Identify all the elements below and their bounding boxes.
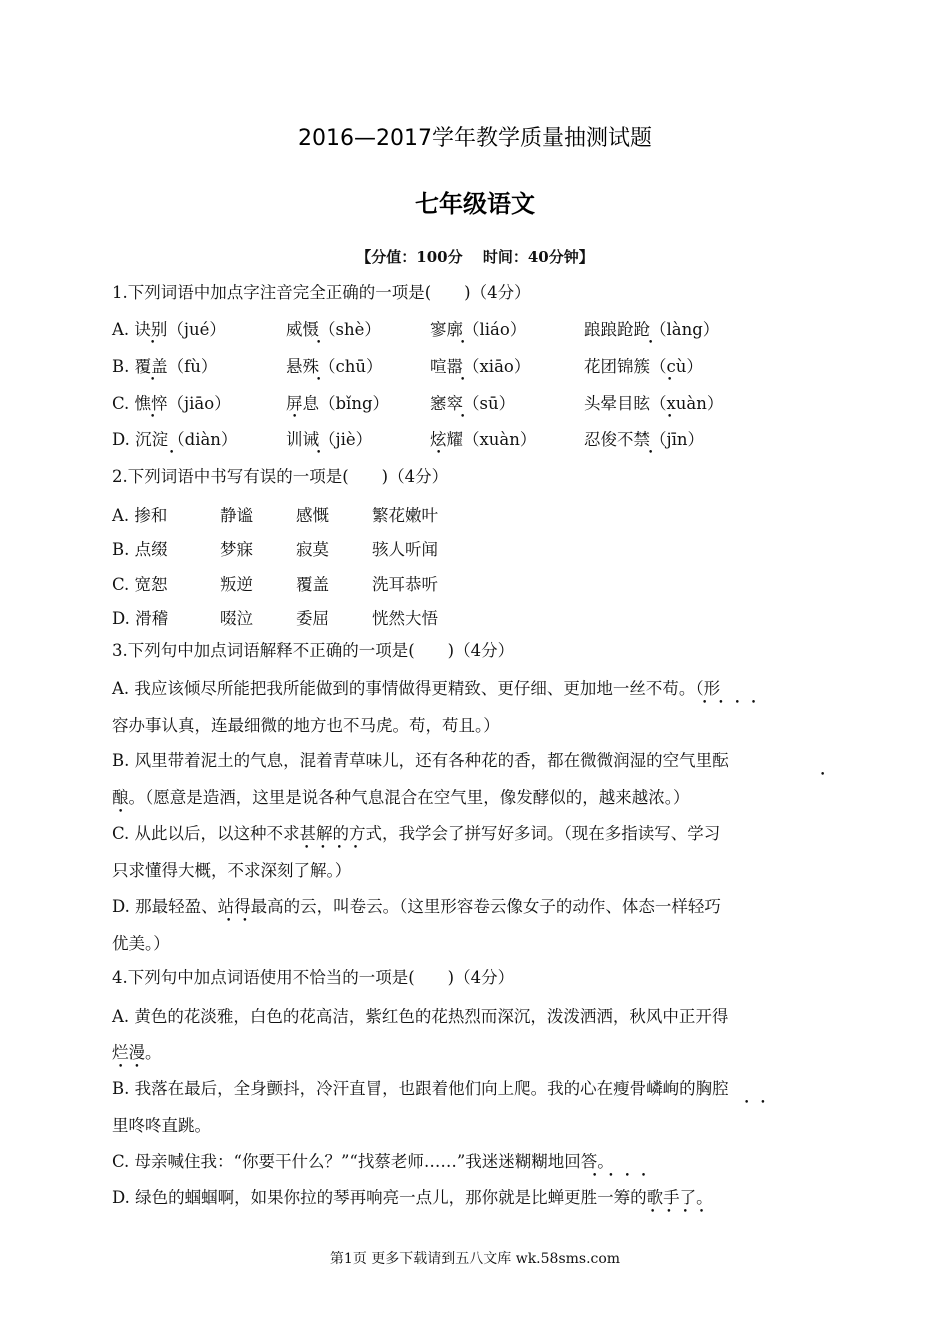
- q2-c-2: 叛逆: [220, 575, 253, 594]
- q4-line-2: 烂漫。: [112, 1043, 162, 1062]
- q3-line-2: 容办事认真，连最细微的地方也不马虎。苟，苟且。）: [112, 716, 500, 735]
- q3-line-8: 优美。）: [112, 934, 170, 953]
- q2-c-4: 洗耳恭听: [372, 575, 438, 594]
- q1-a-4: 踉踉跄跄（làng）: [584, 320, 720, 339]
- emphasis-dots: ••: [744, 1098, 777, 1108]
- q1-d-3: 炫耀（xuàn）: [430, 430, 537, 449]
- emphasis-dot: •: [667, 375, 673, 385]
- q2-d-2: 啜泣: [220, 609, 253, 628]
- emphasis-dots: ••••: [650, 1207, 716, 1217]
- q1-c-1: C. 憔悴（jiāo）: [112, 394, 231, 413]
- emphasis-dot: •: [648, 338, 654, 348]
- q4-line-6: D. 绿色的蝈蝈啊，如果你拉的琴再响亮一点儿，那你就是比蝉更胜一筹的歌手了。: [112, 1188, 713, 1207]
- score-time-info: 【分值：100分 时间：40分钟】: [356, 248, 594, 266]
- q4-line-3: B. 我落在最后，全身颤抖，冷汗直冒，也跟着他们向上爬。我的心在瘦骨嶙峋的胸腔: [112, 1079, 729, 1098]
- emphasis-dots: ••: [226, 916, 259, 926]
- q3-line-5: C. 从此以后，以这种不求甚解的方式，我学会了拼写好多词。（现在多指读写、学习: [112, 824, 721, 843]
- q2-d-4: 恍然大悟: [372, 609, 438, 628]
- q2-c-3: 覆盖: [296, 575, 329, 594]
- emphasis-dot: •: [820, 770, 826, 780]
- emphasis-dot: •: [150, 375, 156, 385]
- exam-title: 2016—2017学年教学质量抽测试题: [298, 126, 652, 151]
- q4-line-5: C. 母亲喊住我：“你要干什么？”“找蔡老师……”我迷迷糊糊地回答。: [112, 1152, 614, 1171]
- emphasis-dots: ••••: [304, 843, 370, 853]
- q1-stem: 1.下列词语中加点字注音完全正确的一项是( )（4分）: [112, 283, 531, 302]
- q4-line-4: 里咚咚直跳。: [112, 1116, 211, 1135]
- q2-b-2: 梦寐: [220, 540, 253, 559]
- q2-a-3: 感慨: [296, 506, 329, 525]
- q1-b-4: 花团锦簇（cù）: [584, 357, 703, 376]
- emphasis-dot: •: [316, 338, 322, 348]
- q3-line-7: D. 那最轻盈、站得最高的云，叫卷云。（这里形容卷云像女子的动作、体态一样轻巧: [112, 897, 721, 916]
- exam-subtitle: 七年级语文: [415, 190, 535, 218]
- emphasis-dot: •: [460, 375, 466, 385]
- emphasis-dot: •: [292, 412, 298, 422]
- q4-stem: 4.下列句中加点词语使用不恰当的一项是( )（4分）: [112, 968, 515, 987]
- emphasis-dot: •: [460, 338, 466, 348]
- q3-line-4: 酿。（愿意是造酒，这里是说各种气息混合在空气里，像发酵似的，越来越浓。）: [112, 788, 690, 807]
- q4-line-1: A. 黄色的花淡雅，白色的花高洁，紫红色的花热烈而深沉，泼泼洒洒，秋风中正开得: [112, 1007, 729, 1026]
- q1-b-1: B. 覆盖（fù）: [112, 357, 218, 376]
- q1-a-3: 寥廓（liáo）: [430, 320, 527, 339]
- q3-line-1: A. 我应该倾尽所能把我所能做到的事情做得更精致、更仔细、更加地一丝不苟。（形: [112, 679, 721, 698]
- emphasis-dot: •: [316, 375, 322, 385]
- emphasis-dots: ••: [118, 1062, 151, 1072]
- q3-line-3: B. 风里带着泥土的气息，混着青草味儿，还有各种花的香，都在微微润湿的空气里酝: [112, 751, 729, 770]
- q3-stem: 3.下列句中加点词语解释不正确的一项是( )（4分）: [112, 641, 515, 660]
- q2-a-1: A. 掺和: [112, 506, 168, 525]
- emphasis-dot: •: [667, 412, 673, 422]
- q1-c-3: 窸窣（sū）: [430, 394, 516, 413]
- emphasis-dot: •: [316, 448, 322, 458]
- q1-d-2: 训诫（jiè）: [286, 430, 373, 449]
- emphasis-dot: •: [118, 807, 124, 817]
- emphasis-dots: ••••: [702, 698, 768, 708]
- q2-a-4: 繁花嫩叶: [372, 506, 438, 525]
- q1-d-4: 忍俊不禁（jīn）: [584, 430, 705, 449]
- q1-b-3: 喧嚣（xiāo）: [430, 357, 531, 376]
- q3-line-6: 只求懂得大概，不求深刻了解。）: [112, 861, 352, 880]
- emphasis-dot: •: [150, 412, 156, 422]
- emphasis-dot: •: [169, 448, 175, 458]
- q2-d-1: D. 滑稽: [112, 609, 169, 628]
- emphasis-dot: •: [460, 412, 466, 422]
- q2-c-1: C. 宽恕: [112, 575, 168, 594]
- emphasis-dot: •: [436, 448, 442, 458]
- q2-b-3: 寂莫: [296, 540, 329, 559]
- q2-a-2: 静谧: [220, 506, 253, 525]
- emphasis-dots: ••••: [592, 1171, 658, 1181]
- q1-c-4: 头晕目眩（xuàn）: [584, 394, 724, 413]
- page-footer: 第1页 更多下载请到五八文库 wk.58sms.com: [329, 1251, 621, 1267]
- q1-c-2: 屏息（bǐng）: [286, 394, 390, 413]
- q1-b-2: 悬殊（chū）: [286, 357, 383, 376]
- q2-b-1: B. 点缀: [112, 540, 168, 559]
- q1-a-1: A. 诀别（jué）: [112, 320, 226, 339]
- q2-b-4: 骇人听闻: [372, 540, 438, 559]
- q1-a-2: 威慑（shè）: [286, 320, 381, 339]
- q2-d-3: 委屈: [296, 609, 329, 628]
- q1-d-1: D. 沉淀（diàn）: [112, 430, 238, 449]
- emphasis-dot: •: [648, 448, 654, 458]
- emphasis-dot: •: [150, 338, 156, 348]
- q2-stem: 2.下列词语中书写有误的一项是( )（4分）: [112, 467, 449, 486]
